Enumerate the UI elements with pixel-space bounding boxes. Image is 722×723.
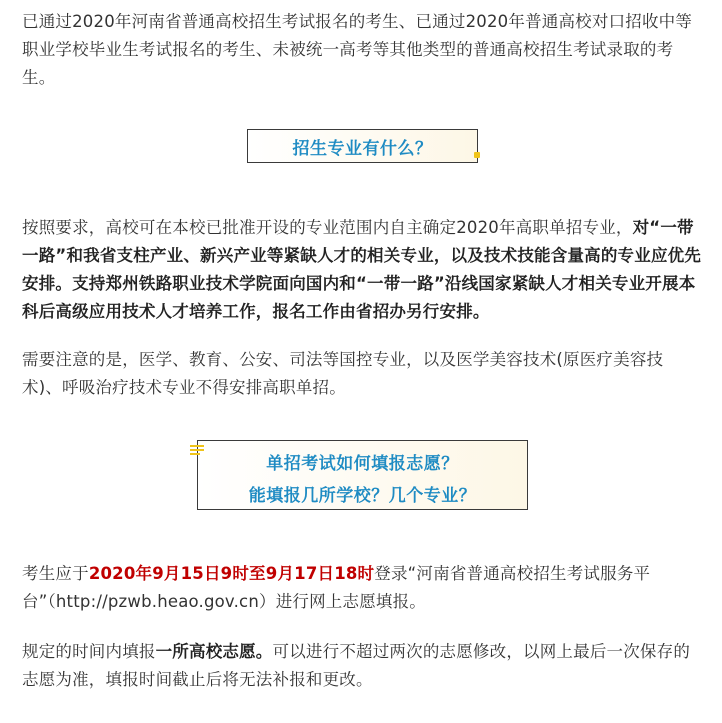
section-heading-majors: 招生专业有什么？: [292, 138, 433, 159]
majors-paragraph: [22, 214, 702, 326]
section-heading-volunteer-line2: 能填报几所学校？几个专业？: [248, 486, 477, 506]
section-heading-box-majors: [247, 129, 478, 163]
application-time-paragraph: [22, 560, 702, 616]
eligibility-paragraph: 已通过2020年河南省普通高校招生考试报名的考生、已通过2020年普通高校对口招收中等职业学校毕业生考试报名的考生、未被统一高考等其他类型的普通高校招生考试录取的考生。: [22, 12, 693, 87]
section-heading-volunteer-line1: 单招考试如何填报志愿？: [266, 454, 459, 474]
application-time-pre: 考生应于: [22, 564, 89, 583]
volunteer-rule-bold: 一所高校志愿。: [155, 642, 273, 661]
application-time-date: 2020年9月15日9时至9月17日18时: [88, 564, 375, 583]
volunteer-rule-pre: 规定的时间内填报: [22, 642, 156, 661]
section-heading-box-volunteer: [197, 440, 528, 510]
corner-decoration-icon: [474, 152, 480, 158]
volunteer-rule-post: 可以进行不超过两次的志愿修改，以网上最后一次保存的志愿为准，填报时间截止后将无法补报和更改。: [22, 642, 691, 689]
application-time-post: 登录“河南省普通高校招生考试服务平台”（http://pzwb.heao.gov.cn）进行网上志愿填报。: [22, 564, 651, 611]
volunteer-rule-paragraph: [22, 638, 702, 694]
majors-paragraph-normal: 按照要求，高校可在本校已批准开设的专业范围内自主确定2020年高职单招专业，: [22, 218, 633, 237]
majors-paragraph-bold: 对“一带一路”和我省支柱产业、新兴产业等紧缺人才的相关专业，以及技术技能含量高的专业应优先安排。支持郑州铁路职业技术学院面向国内和“一带一路”沿线国家紧缺人才相关专业开展本科后高级应用技术人才培养工作，报名工作由省招办另行安排。: [22, 218, 702, 321]
restricted-majors-paragraph: 需要注意的是，医学、教育、公安、司法等国控专业，以及医学美容技术(原医疗美容技术)、呼吸治疗技术专业不得安排高职单招。: [22, 350, 664, 397]
